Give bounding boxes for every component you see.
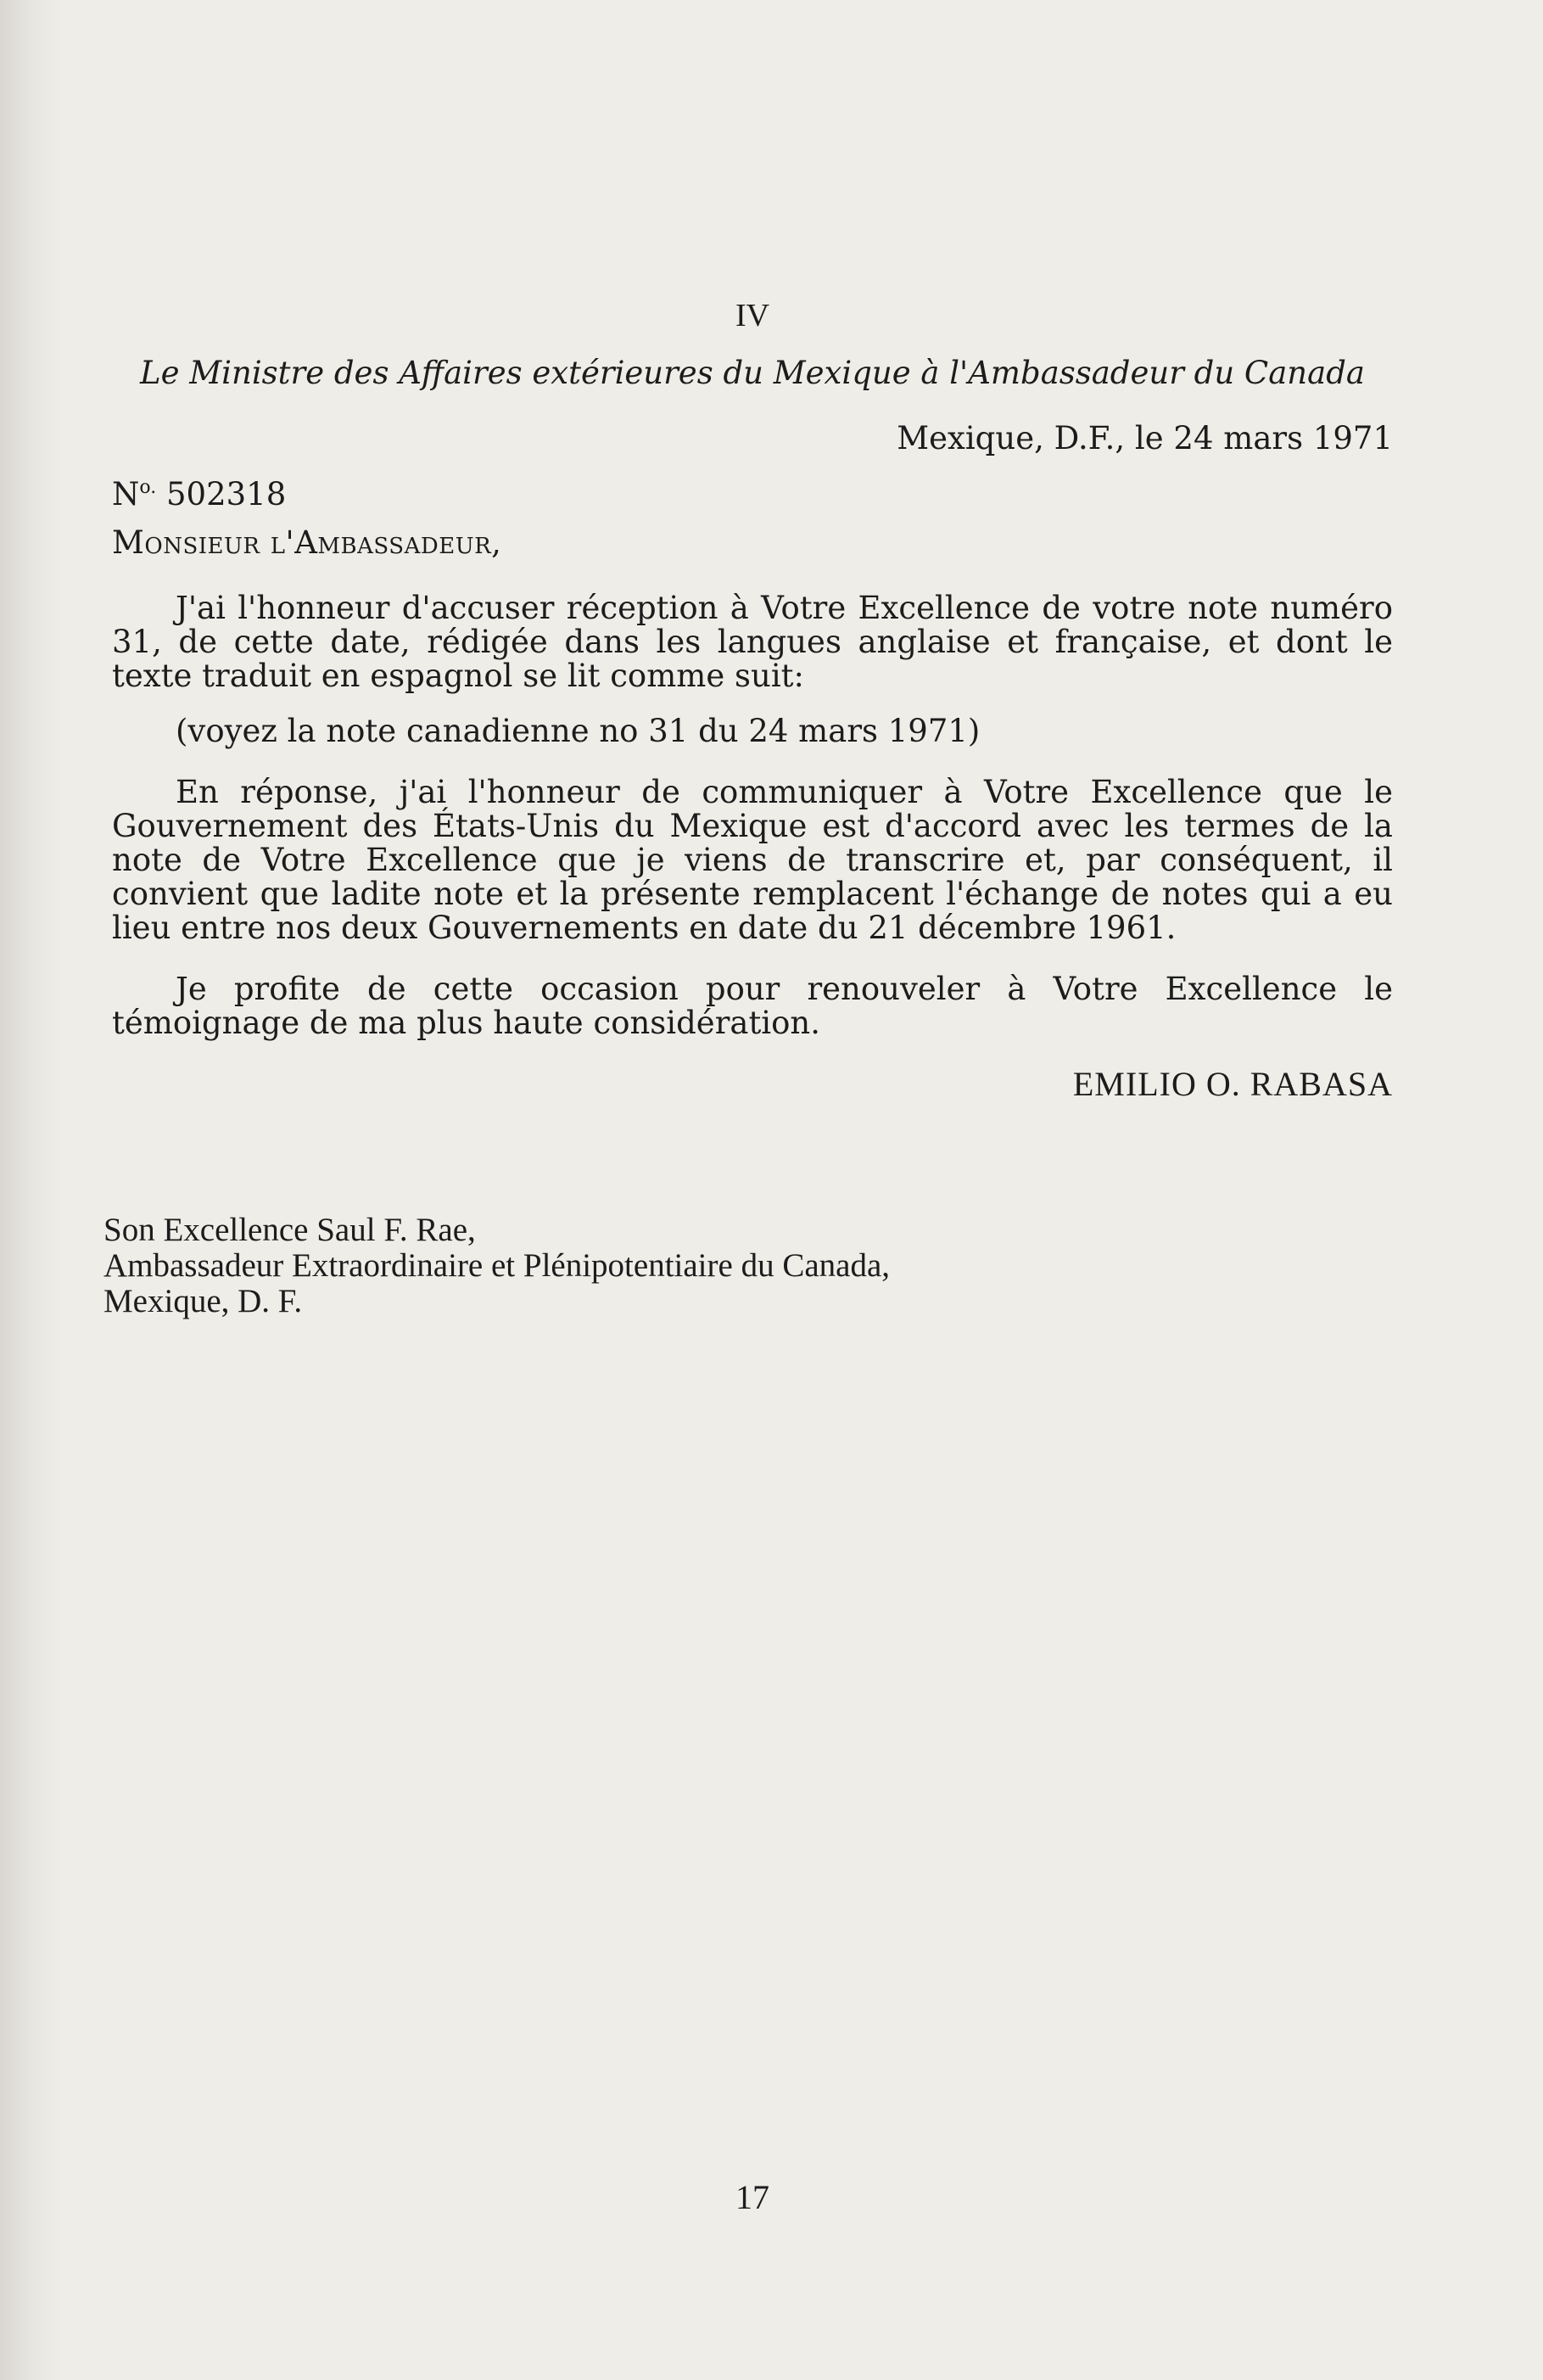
reference-number	[112, 471, 1393, 512]
salutation: Monsieur l'Ambassadeur,	[112, 524, 502, 561]
addressee-block	[103, 1212, 1384, 1319]
document-heading: Le Ministre des Affaires extérieures du Mexique à l'Ambassadeur du Canada	[140, 355, 1365, 391]
addressee-line-3: Mexique, D. F.	[103, 1283, 303, 1319]
addressee-line-2: Ambassadeur Extraordinaire et Plénipotentiaire du Canada,	[103, 1247, 891, 1284]
paragraph-reference-note: (voyez la note canadienne no 31 du 24 mars 1971)	[176, 713, 981, 749]
reference-value: 502318	[166, 476, 287, 512]
section-number: IV	[735, 298, 770, 333]
addressee-line-1: Son Excellence Saul F. Rae,	[103, 1212, 476, 1248]
reference-prefix: N	[112, 476, 140, 512]
paragraph-response: En réponse, j'ai l'honneur de communiquer à Votre Excellence que le Gouvernement des États-Unis du Mexique est d'accord avec les termes de la note de Votre Excellence que je viens de transcrire et, par conséquent, il convient que ladite note et la présente remplacent l'échange de notes qui a eu lieu entre nos deux Gouvernements en date du 21 décembre 1961.	[112, 774, 1393, 946]
page-number: 17	[735, 2178, 769, 2216]
page-binding-shadow	[0, 0, 59, 2380]
reference-suffix: o.	[139, 477, 157, 498]
place-and-date: Mexique, D.F., le 24 mars 1971	[897, 420, 1393, 456]
paragraph-closing: Je profite de cette occasion pour renouveler à Votre Excellence le témoignage de ma plus haute considération.	[112, 971, 1393, 1041]
paragraph-acknowledgement: J'ai l'honneur d'accuser réception à Votre Excellence de votre note numéro 31, de cette date, rédigée dans les langues anglaise et française, et dont le texte traduit en espagnol se lit comme suit:	[112, 590, 1393, 694]
signature: EMILIO O. RABASA	[1072, 1065, 1393, 1103]
